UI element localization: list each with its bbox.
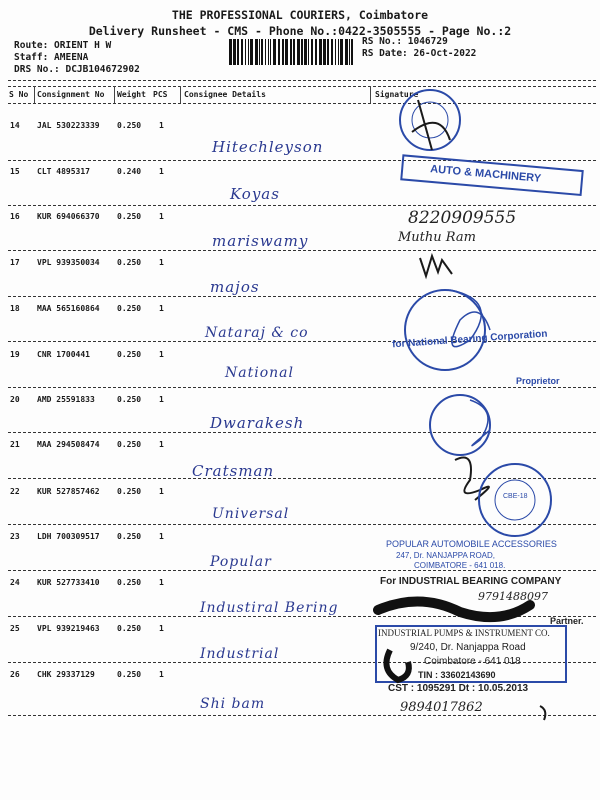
row-consignment: KUR 527733410 (37, 578, 100, 587)
row-sno: 17 (10, 258, 20, 267)
stamp-cbe: CBE-18 (503, 493, 528, 500)
row-sno: 23 (10, 532, 20, 541)
row-consignee: National (225, 365, 294, 381)
stamp-national-bearing: for National Bearing Corporation (391, 328, 548, 351)
row-sno: 24 (10, 578, 20, 587)
staff-label: Staff: AMEENA (14, 52, 89, 63)
row-sno: 18 (10, 304, 20, 313)
row-consignment: AMD 25591833 (37, 395, 95, 404)
row-consignee: Industiral Bering (200, 600, 339, 616)
row-pcs: 1 (159, 532, 164, 541)
row-weight: 0.250 (117, 121, 142, 130)
stamp-popular-addr2: COIMBATORE - 641 018. (414, 561, 506, 570)
company-title: THE PROFESSIONAL COURIERS, Coimbatore (171, 8, 429, 22)
row-consignment: KUR 527857462 (37, 487, 100, 496)
stamp-ipi-addr2: Coimbatore - 641 018 (424, 656, 521, 667)
row-consignee: Hitechleyson (212, 138, 324, 156)
row-consignment: LDH 700309517 (37, 532, 100, 541)
ink-smudge (378, 601, 530, 617)
stamp-popular-name: POPULAR AUTOMOBILE ACCESSORIES (386, 539, 557, 549)
row-consignment: JAL 530223339 (37, 121, 100, 130)
stamp-ipi-name: INDUSTRIAL PUMPS & INSTRUMENT CO. (378, 628, 550, 638)
runsheet-subtitle: Delivery Runsheet - CMS - Phone No.:0422-3505555 - Page No.:2 (88, 24, 512, 38)
row-weight: 0.250 (117, 440, 142, 449)
row-weight: 0.250 (117, 258, 142, 267)
row-weight: 0.250 (117, 350, 142, 359)
stamp-ipi-addr1: 9/240, Dr. Nanjappa Road (410, 642, 526, 653)
stamp-partner: Partner. (550, 616, 584, 626)
row-pcs: 1 (159, 304, 164, 313)
row-weight: 0.250 (117, 212, 142, 221)
row-consignee: Industrial (200, 646, 280, 662)
col-consignment: Consignment No (37, 90, 105, 99)
handwritten-phone-2: 9791488097 (478, 590, 548, 603)
row-sno: 22 (10, 487, 20, 496)
stamp-popular-addr1: 247, Dr. NANJAPPA ROAD, (396, 551, 495, 560)
row-consignee: majos (210, 278, 260, 296)
signature-scribble (386, 650, 408, 680)
row-pcs: 1 (159, 440, 164, 449)
rs-date: RS Date: 26-Oct-2022 (362, 48, 477, 59)
col-pcs: PCS (153, 90, 168, 99)
handwritten-phone-3: 9894017862 (400, 700, 483, 715)
row-pcs: 1 (159, 578, 164, 587)
row-consignment: KUR 694066370 (37, 212, 100, 221)
col-signature: Signature (375, 90, 419, 99)
row-consignee: Shi bam (200, 696, 266, 712)
row-sno: 20 (10, 395, 20, 404)
row-weight: 0.250 (117, 578, 142, 587)
row-pcs: 1 (159, 624, 164, 633)
stamp-proprietor: Proprietor (516, 376, 560, 386)
row-consignee: Cratsman (192, 462, 275, 480)
signature-scribble (455, 458, 489, 501)
row-consignment: MAA 294508474 (37, 440, 100, 449)
stamp-cst: CST : 1095291 Dt : 10.05.2013 (388, 683, 529, 694)
row-sno: 16 (10, 212, 20, 221)
row-sno: 19 (10, 350, 20, 359)
row-consignment: VPL 939350034 (37, 258, 100, 267)
row-consignment: CNR 1700441 (37, 350, 90, 359)
row-consignment: MAA 565160864 (37, 304, 100, 313)
round-stamp (405, 290, 485, 370)
row-weight: 0.250 (117, 395, 142, 404)
row-weight: 0.250 (117, 532, 142, 541)
col-weight: Weight (117, 90, 146, 99)
row-consignee: Popular (210, 554, 272, 570)
row-consignee: Nataraj & co (205, 325, 309, 341)
round-stamp (479, 464, 551, 536)
stamp-tin: TIN : 33602143690 (418, 670, 496, 680)
row-pcs: 1 (159, 395, 164, 404)
row-consignment: VPL 939219463 (37, 624, 100, 633)
rs-number: RS No.: 1046729 (362, 36, 448, 47)
handwritten-name: Muthu Ram (398, 230, 476, 245)
stamp-auto-machinery: AUTO & MACHINERY (429, 163, 542, 185)
row-pcs: 1 (159, 487, 164, 496)
row-sno: 14 (10, 121, 20, 130)
row-weight: 0.250 (117, 624, 142, 633)
signature-scribble (540, 706, 545, 720)
route-label: Route: ORIENT H W (14, 40, 112, 51)
row-consignment: CLT 4895317 (37, 167, 90, 176)
row-pcs: 1 (159, 212, 164, 221)
row-weight: 0.250 (117, 304, 142, 313)
drs-number: DRS No.: DCJB104672902 (14, 64, 140, 75)
row-sno: 21 (10, 440, 20, 449)
stamp-industrial-bearing: For INDUSTRIAL BEARING COMPANY (380, 576, 562, 587)
row-sno: 15 (10, 167, 20, 176)
row-consignee: Koyas (230, 185, 280, 203)
row-pcs: 1 (159, 350, 164, 359)
row-consignee: Universal (212, 506, 290, 522)
row-pcs: 1 (159, 670, 164, 679)
row-weight: 0.240 (117, 167, 142, 176)
handwritten-phone: 8220909555 (408, 208, 517, 228)
row-pcs: 1 (159, 121, 164, 130)
row-consignee: Dwarakesh (210, 414, 305, 432)
row-sno: 25 (10, 624, 20, 633)
signature-scribble (420, 256, 452, 276)
round-stamp-inner (412, 102, 448, 138)
row-weight: 0.250 (117, 487, 142, 496)
row-pcs: 1 (159, 167, 164, 176)
row-consignee: mariswamy (212, 232, 309, 250)
row-sno: 26 (10, 670, 20, 679)
col-sno: S No (9, 90, 29, 99)
col-consignee: Consignee Details (184, 90, 266, 99)
round-stamp (430, 395, 490, 455)
row-weight: 0.250 (117, 670, 142, 679)
row-pcs: 1 (159, 258, 164, 267)
row-consignment: CHK 29337129 (37, 670, 95, 679)
round-stamp-inner (495, 480, 535, 520)
